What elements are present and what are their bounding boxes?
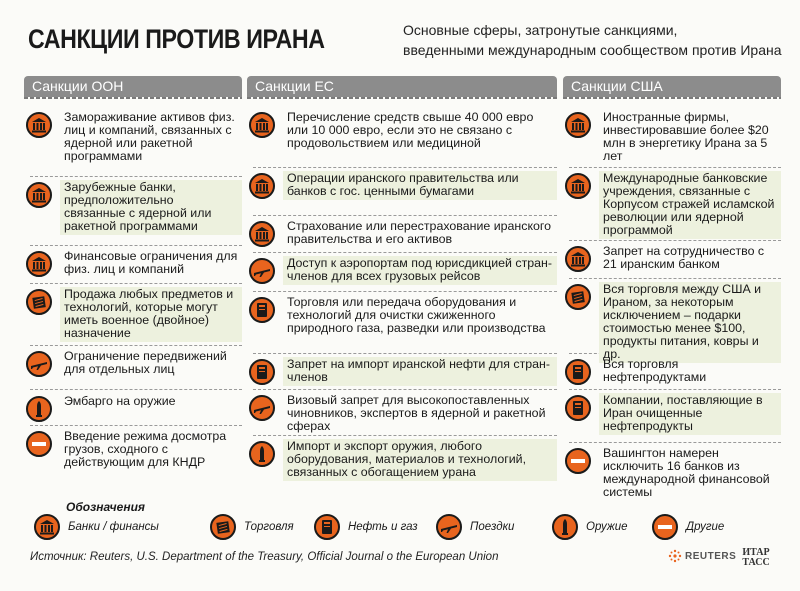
sanction-item-eu-3	[247, 219, 557, 248]
banks-icon	[249, 112, 275, 138]
sanction-text: Зарубежные банки, предположительно связанные с ядерной или ракетной программами	[60, 180, 242, 235]
source-note: Источник: Reuters, U.S. Department of the Treasury, Official Journal o the European Union	[30, 551, 499, 563]
legend-label: Поездки	[470, 521, 515, 533]
trade-icon	[210, 514, 236, 540]
column-header-eu: Санкции ЕС	[247, 76, 557, 97]
legend-item-trade	[210, 514, 294, 540]
item-separator	[30, 283, 242, 284]
sanction-text: Страхование или перестрахование иранского правительства и его активов	[287, 219, 552, 246]
item-separator	[569, 167, 781, 168]
banks-icon	[26, 112, 52, 138]
sanction-text: Запрет на сотрудничество с 21 иранским банком	[603, 244, 765, 271]
item-separator	[253, 167, 557, 168]
item-separator	[569, 442, 781, 443]
sanction-text: Введение режима досмотра грузов, сходного с действующим для КНДР	[64, 429, 227, 469]
sanction-item-eu-1	[247, 110, 557, 152]
item-separator	[253, 215, 557, 216]
column-un	[24, 76, 242, 486]
item-separator	[30, 425, 242, 426]
sanction-text: Вашингтон намерен исключить 16 банков из международной финансовой системы	[603, 446, 770, 499]
oil-gas-icon	[314, 514, 340, 540]
sanction-text: Эмбарго на оружие	[64, 394, 176, 408]
oil-gas-icon	[249, 359, 275, 385]
weapons-icon	[249, 441, 275, 467]
legend-item-travel	[436, 514, 514, 540]
sanction-item-eu-2	[247, 171, 557, 200]
oil-gas-icon	[565, 395, 591, 421]
item-separator	[253, 252, 557, 253]
sanction-item-us-6	[563, 393, 781, 435]
oil-gas-icon	[565, 359, 591, 385]
item-separator	[30, 389, 242, 390]
sanction-text: Международные банковские учреждения, связанные с Корпусом стражей исламской революции или ядерной программой	[599, 171, 781, 239]
trade-icon	[26, 289, 52, 315]
item-separator	[253, 389, 557, 390]
sanction-text: Ограничение передвижений для отдельных лиц	[64, 349, 227, 376]
sanction-text: Компании, поставляющие в Иран очищенные нефтепродукты	[599, 393, 781, 435]
column-us	[563, 76, 781, 499]
sanction-text: Замораживание активов физ. лиц и компаний, связанных с ядерной или ракетной программами	[64, 110, 235, 163]
oil-gas-icon	[249, 297, 275, 323]
item-separator	[30, 345, 242, 346]
reuters-dots-icon	[668, 549, 682, 563]
item-separator	[569, 240, 781, 241]
travel-icon	[26, 351, 52, 377]
banks-icon	[34, 514, 60, 540]
page-subtitle	[403, 20, 783, 60]
tass-logo-line-1: ИТАР	[742, 547, 770, 558]
legend-item-banks	[34, 514, 159, 540]
sanction-item-eu-5	[247, 295, 557, 337]
sanction-item-us-1	[563, 110, 781, 165]
sanction-item-eu-8	[247, 439, 557, 481]
sanction-item-us-3	[563, 244, 781, 273]
column-eu	[247, 76, 557, 486]
legend-item-weapons	[552, 514, 628, 540]
travel-icon	[436, 514, 462, 540]
travel-icon	[249, 395, 275, 421]
sanction-item-un-7	[24, 429, 242, 471]
subtitle-line-1: Основные сферы, затронутые санкциями,	[403, 22, 678, 38]
item-separator	[569, 389, 781, 390]
weapons-icon	[552, 514, 578, 540]
banks-icon	[565, 173, 591, 199]
item-separator	[253, 353, 557, 354]
banks-icon	[249, 173, 275, 199]
itar-tass-logo	[734, 545, 778, 571]
column-header-us: Санкции США	[563, 76, 781, 97]
legend-item-oil-gas	[314, 514, 418, 540]
tass-logo-line-2: ТАСС	[742, 557, 770, 568]
sanction-text: Визовый запрет для высокопоставленных чиновников, экспертов в ядерной и ракетной сферах	[287, 393, 546, 433]
sanction-text: Перечисление средств свыше 40 000 евро или 10 000 евро, если это не связано с продовольствием или медициной	[287, 110, 534, 150]
reuters-logo-text: REUTERS	[685, 550, 737, 562]
legend-label: Другие	[686, 521, 725, 533]
sanction-text: Импорт и экспорт оружия, любого оборудования, материалов и технологий, связанных с обогащением урана	[283, 439, 557, 481]
legend-item-other	[652, 514, 724, 540]
banks-icon	[249, 221, 275, 247]
sanction-item-un-3	[24, 249, 242, 278]
sanction-text: Вся торговля между США и Ираном, за некоторым исключением – подарки стоимостью менее $100, продукты питания, ковры и др.	[599, 282, 781, 363]
sanction-item-us-4	[563, 282, 781, 363]
sanction-item-us-5	[563, 357, 781, 386]
sanction-item-eu-6	[247, 357, 557, 386]
travel-icon	[249, 258, 275, 284]
other-icon	[652, 514, 678, 540]
sanction-text: Финансовые ограничения для физ. лиц и компаний	[64, 249, 238, 276]
banks-icon	[26, 182, 52, 208]
sanction-text: Иностранные фирмы, инвестировавшие более $20 млн в энергетику Ирана за 5 лет	[603, 110, 769, 163]
sanction-item-un-2	[24, 180, 242, 235]
sanction-text: Торговля или передача оборудования и технологий для очистки сжиженного природного газа, разведки или производства	[287, 295, 546, 335]
sanction-text: Продажа любых предметов и технологий, которые могут иметь военное (двойное) назначение	[60, 287, 242, 342]
banks-icon	[565, 112, 591, 138]
page-title: САНКЦИИ ПРОТИВ ИРАНА	[28, 24, 325, 54]
sanction-item-un-6	[24, 394, 242, 422]
reuters-logo	[668, 549, 736, 563]
legend-title: Обозначения	[66, 500, 145, 514]
legend-label: Банки / финансы	[68, 521, 159, 533]
legend-label: Оружие	[586, 521, 628, 533]
item-separator	[253, 435, 557, 436]
sanction-text: Доступ к аэропортам под юрисдикцией стран-членов для всех грузовых рейсов	[283, 256, 557, 285]
item-separator	[253, 291, 557, 292]
sanction-item-eu-4	[247, 256, 557, 285]
item-separator	[569, 278, 781, 279]
item-separator	[30, 245, 242, 246]
sanction-item-un-5	[24, 349, 242, 378]
other-icon	[26, 431, 52, 457]
sanction-item-us-2	[563, 171, 781, 239]
sanction-text: Запрет на импорт иранской нефти для стран-членов	[283, 357, 557, 386]
sanction-text: Операции иранского правительства или банков с гос. ценными бумагами	[283, 171, 557, 200]
sanction-text: Вся торговля нефтепродуктами	[603, 357, 707, 384]
weapons-icon	[26, 396, 52, 422]
sanction-item-us-7	[563, 446, 781, 501]
column-header-un: Санкции ООН	[24, 76, 242, 97]
trade-icon	[565, 284, 591, 310]
other-icon	[565, 448, 591, 474]
legend-label: Нефть и газ	[348, 521, 418, 533]
banks-icon	[565, 246, 591, 272]
legend-label: Торговля	[244, 521, 294, 533]
item-separator	[30, 176, 242, 177]
sanction-item-eu-7	[247, 393, 557, 435]
subtitle-line-2: введенными международным сообществом против Ирана	[403, 42, 782, 58]
sanction-item-un-4	[24, 287, 242, 342]
sanction-item-un-1	[24, 110, 242, 165]
banks-icon	[26, 251, 52, 277]
